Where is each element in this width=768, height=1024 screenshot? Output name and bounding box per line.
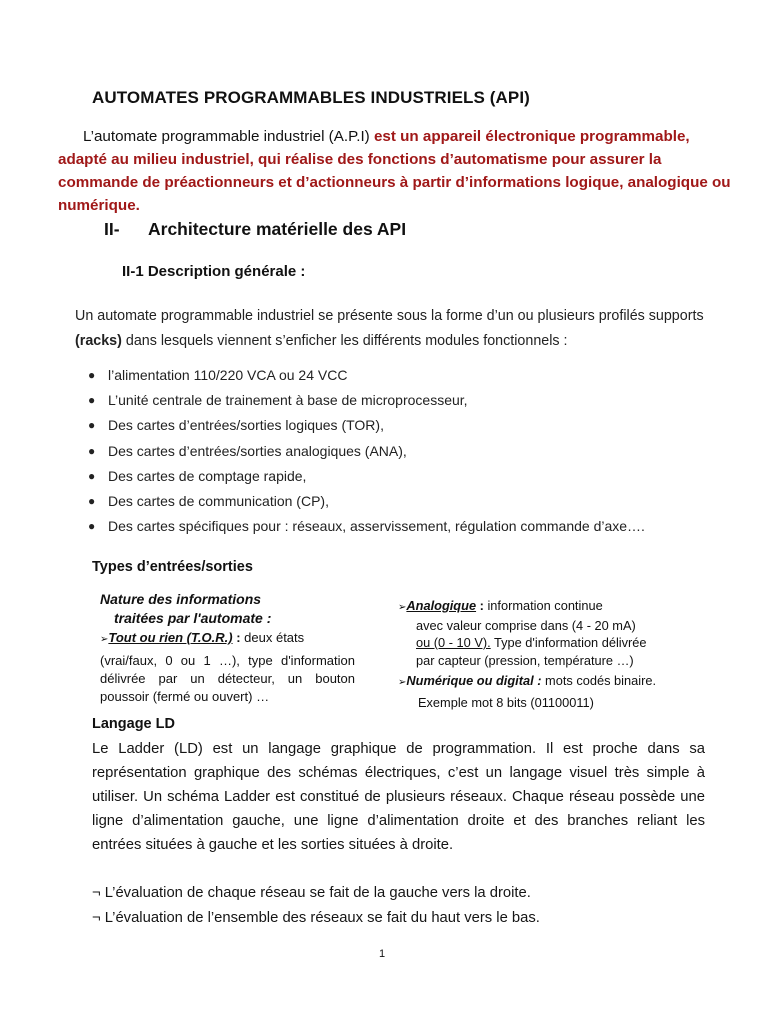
bullet-icon: ● bbox=[88, 468, 96, 483]
arrow-icon: ➢ bbox=[398, 677, 407, 688]
list-item: ● Des cartes d’entrées/sorties logiques (TOR), bbox=[88, 413, 748, 438]
num-line: ➢Numérique ou digital : mots codés binaire. bbox=[398, 673, 657, 688]
ana-line: ➢Analogique : information continue bbox=[398, 598, 603, 613]
section-title: Architecture matérielle des API bbox=[148, 219, 407, 239]
modules-list bbox=[88, 363, 748, 539]
ana-label: Analogique bbox=[406, 598, 477, 613]
nature-box bbox=[100, 590, 370, 706]
document-title: AUTOMATES PROGRAMMABLES INDUSTRIELS (API) bbox=[92, 88, 530, 107]
intro-paragraph bbox=[58, 125, 742, 217]
list-item: ● Des cartes de comptage rapide, bbox=[88, 464, 748, 489]
ld-paragraph: Le Ladder (LD) est un langage graphique de programmation. Il est proche dans sa représentation graphique des schémas électriques, c’est un langage visuel très simple à utiliser. Un schéma Ladder est constitué de plusieurs réseaux. Chaque réseau possède une ligne d’alimentation gauche, une ligne d’alimentation droite et des branches reliant les entrées situées à gauche et les sorties situées à droite. bbox=[92, 741, 705, 853]
list-item: ● Des cartes spécifiques pour : réseaux, asservissement, régulation commande d’axe…. bbox=[88, 514, 748, 539]
bullet-icon: ● bbox=[88, 519, 96, 534]
num-label: Numérique ou digital : bbox=[406, 673, 542, 688]
ld-heading: Langage LD bbox=[92, 716, 175, 732]
tor-line: ➢Tout ou rien (T.O.R.) : deux états bbox=[100, 630, 305, 645]
intro-plain-text: L’automate programmable industriel (A.P.I) bbox=[83, 128, 374, 145]
bullet-icon: ● bbox=[88, 368, 96, 382]
tor-description: (vrai/faux, 0 ou 1 …), type d'information délivrée par un détecteur, un bouton poussoir (fermé ou ouvert) … bbox=[100, 653, 355, 704]
nature-line-1: Nature des informations bbox=[100, 591, 262, 607]
racks-term: (racks) bbox=[75, 333, 122, 349]
description-paragraph: Un automate programmable industriel se présente sous la forme d’un ou plusieurs profilés supports (racks) dans lesquels viennent s’enficher les différents modules fonctionnels : bbox=[75, 308, 704, 349]
nature-line-2: traitées par l'automate : bbox=[114, 610, 272, 626]
bullet-icon: ● bbox=[88, 393, 96, 408]
list-item: ● L’unité centrale de trainement à base de microprocesseur, bbox=[88, 388, 748, 413]
arrow-icon: ➢ bbox=[100, 634, 109, 645]
ld-rules bbox=[92, 881, 705, 931]
types-heading: Types d’entrées/sorties bbox=[92, 559, 253, 575]
ld-rule-2: ¬ L’évaluation de l’ensemble des réseaux se fait du haut vers le bas. bbox=[92, 910, 540, 926]
bullet-icon: ● bbox=[88, 443, 96, 458]
list-item: ● Des cartes de communication (CP), bbox=[88, 489, 748, 514]
analog-box: ➢Analogique : information continue avec valeur comprise dans (4 - 20 mA) ou (0 - 10 V). Type d'information délivrée par capteur (pression, température …) ➢Numérique ou digital : mots codés binaire. Exemple mot 8 bits (01100011) bbox=[398, 597, 698, 711]
tor-label: Tout ou rien (T.O.R.) bbox=[108, 630, 233, 645]
section-number: II- bbox=[104, 219, 120, 239]
list-item: ● l’alimentation 110/220 VCA ou 24 VCC bbox=[88, 363, 748, 388]
page-number: 1 bbox=[379, 948, 386, 960]
list-item: ● Des cartes d’entrées/sorties analogiques (ANA), bbox=[88, 439, 748, 464]
bullet-icon: ● bbox=[88, 493, 96, 508]
intro-red-text: est un appareil électronique programmable, adapté au milieu industriel, qui réalise des fonctions d’automatisme pour assurer la commande de préactionneurs et d’actionneurs à partir d’informations logique, analogique ou numérique. bbox=[58, 128, 731, 214]
section-heading bbox=[104, 219, 406, 240]
arrow-icon: ➢ bbox=[398, 602, 407, 613]
ld-rule-1: ¬ L’évaluation de chaque réseau se fait de la gauche vers la droite. bbox=[92, 885, 531, 901]
bullet-icon: ● bbox=[88, 418, 96, 433]
subsection-heading: II-1 Description générale : bbox=[122, 263, 306, 280]
